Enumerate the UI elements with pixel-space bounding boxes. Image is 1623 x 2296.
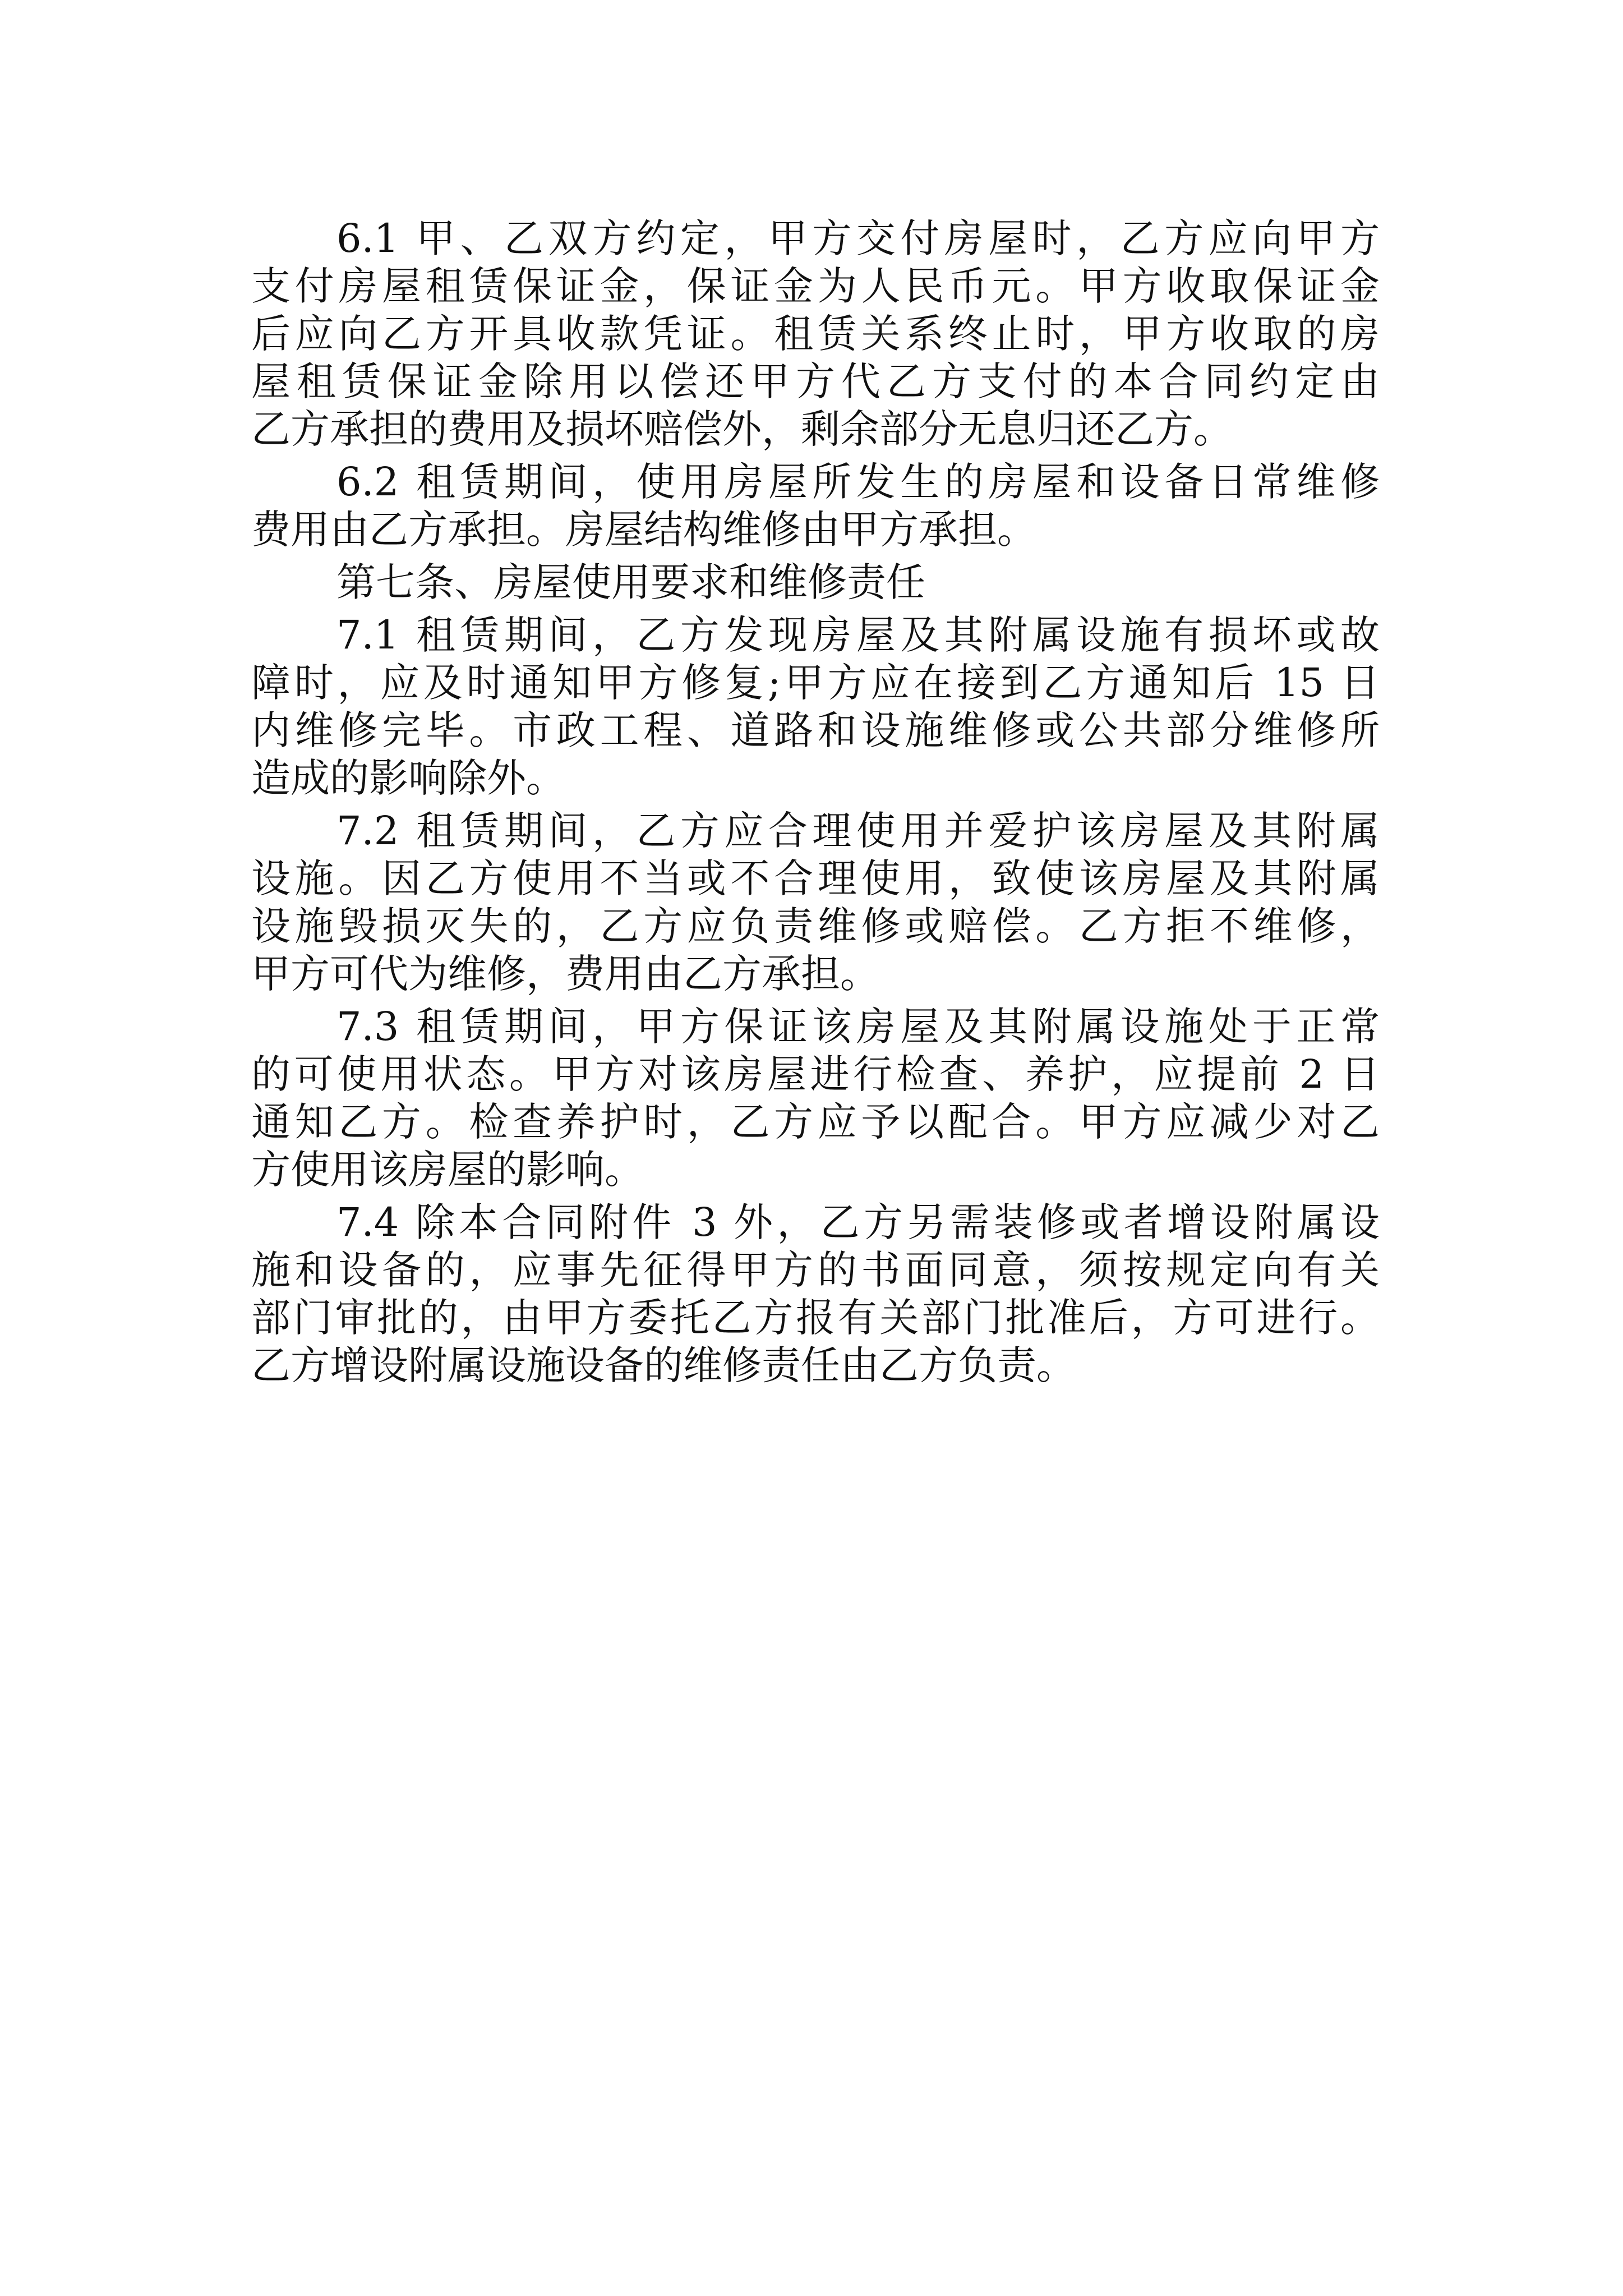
- text-line: 通知乙方。检查养护时，乙方应予以配合。甲方应减少对乙: [251, 1099, 1380, 1145]
- section-heading: 第七条、房屋使用要求和维修责任: [336, 559, 925, 605]
- text-line: 设施毁损灭失的，乙方应负责维修或赔偿。乙方拒不维修，: [251, 903, 1380, 949]
- text-line: 施和设备的，应事先征得甲方的书面同意，须按规定向有关: [251, 1247, 1380, 1293]
- text-line: 内维修完毕。市政工程、道路和设施维修或公共部分维修所: [251, 707, 1380, 753]
- text-line: 7.1 租赁期间，乙方发现房屋及其附属设施有损坏或故: [336, 612, 1380, 658]
- text-line: 6.2 租赁期间，使用房屋所发生的房屋和设备日常维修: [336, 459, 1380, 505]
- text-line: 造成的影响除外。: [251, 755, 565, 801]
- text-line: 7.4 除本合同附件 3 外，乙方另需装修或者增设附属设: [336, 1199, 1380, 1245]
- paragraph-6-2: [251, 458, 1380, 554]
- text-line: 后应向乙方开具收款凭证。租赁关系终止时，甲方收取的房: [251, 311, 1380, 357]
- text-line: 部门审批的，由甲方委托乙方报有关部门批准后，方可进行。: [251, 1295, 1380, 1341]
- text-line: 乙方增设附属设施设备的维修责任由乙方负责。: [251, 1342, 1076, 1388]
- text-line: 费用由乙方承担。房屋结构维修由甲方承担。: [251, 507, 1036, 553]
- document-page: [251, 215, 1380, 1395]
- text-line: 甲方可代为维修，费用由乙方承担。: [251, 951, 879, 997]
- text-line: 屋租赁保证金除用以偿还甲方代乙方支付的本合同约定由: [251, 358, 1380, 404]
- paragraph-7-1: [251, 611, 1380, 802]
- text-line: 7.3 租赁期间，甲方保证该房屋及其附属设施处于正常: [336, 1004, 1380, 1050]
- text-line: 6.1 甲、乙双方约定，甲方交付房屋时，乙方应向甲方: [336, 215, 1380, 261]
- text-line: 障时，应及时通知甲方修复;甲方应在接到乙方通知后 15 日: [251, 660, 1380, 706]
- paragraph-7-3: [251, 1003, 1380, 1194]
- text-line: 7.2 租赁期间，乙方应合理使用并爱护该房屋及其附属: [336, 808, 1380, 854]
- paragraph-6-1: [251, 215, 1380, 453]
- text-line: 设施。因乙方使用不当或不合理使用，致使该房屋及其附属: [251, 855, 1380, 901]
- paragraph-7-2: [251, 807, 1380, 998]
- article-7-heading: [251, 559, 1380, 606]
- text-line: 支付房屋租赁保证金，保证金为人民币元。甲方收取保证金: [251, 263, 1380, 309]
- text-line: 方使用该房屋的影响。: [251, 1147, 644, 1193]
- text-line: 乙方承担的费用及损坏赔偿外，剩余部分无息归还乙方。: [251, 406, 1233, 452]
- paragraph-7-4: [251, 1199, 1380, 1389]
- text-line: 的可使用状态。甲方对该房屋进行检查、养护，应提前 2 日: [251, 1051, 1380, 1097]
